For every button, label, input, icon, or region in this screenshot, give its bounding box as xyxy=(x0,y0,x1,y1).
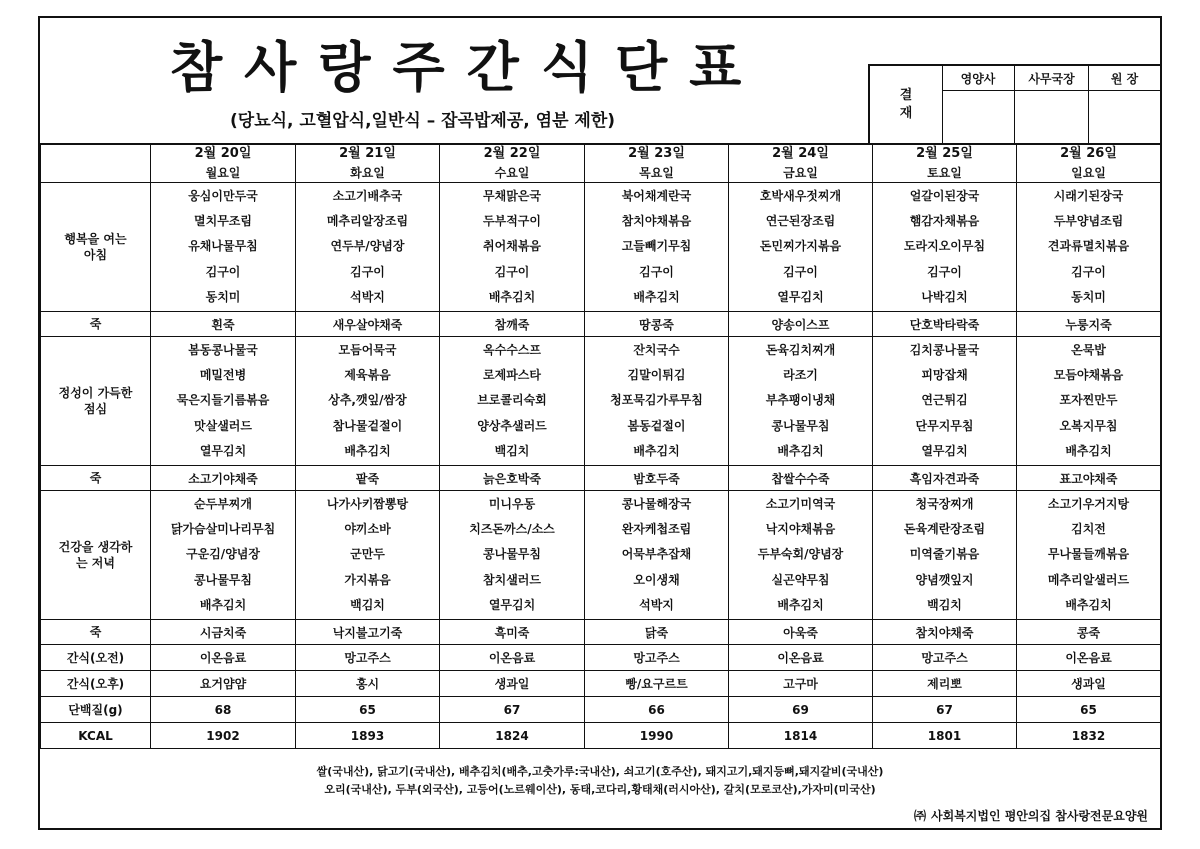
menu-item: 상추,깻잎/쌈장 xyxy=(328,393,407,408)
menu-item: 콩나물무침 xyxy=(771,418,830,433)
porridge1-cell: 땅콩죽 xyxy=(585,312,729,337)
menu-item: 청국장찌개 xyxy=(915,496,974,511)
menu-item: 열무김치 xyxy=(488,598,536,613)
kcal-row xyxy=(41,723,1161,749)
row-label-line: 죽 xyxy=(89,625,102,639)
menu-item: 온묵밥 xyxy=(1071,342,1106,357)
menu-item: 어묵부추잡채 xyxy=(621,547,692,562)
protein-cell: 69 xyxy=(729,697,873,723)
menu-item: 김말이튀김 xyxy=(627,367,686,382)
menu-item: 가지볶음 xyxy=(344,572,391,587)
snack_pm-cell: 빵/요구르트 xyxy=(585,671,729,697)
menu-item: 콩나물해장국 xyxy=(621,496,692,511)
row-label-line: KCAL xyxy=(78,728,113,743)
approval-label-text xyxy=(900,87,913,123)
menu-item: 포자찐만두 xyxy=(1059,393,1118,408)
row-label-line: 행복을 여는 xyxy=(64,232,127,246)
menu-item: 맛살샐러드 xyxy=(194,418,252,433)
lunch-cell xyxy=(729,337,873,466)
day-header xyxy=(151,144,296,183)
menu-sheet xyxy=(38,16,1162,830)
menu-item: 김구이 xyxy=(927,264,962,279)
day-date: 2월 22일 xyxy=(483,146,541,161)
origin-line: 오리(국내산), 두부(외국산), 고등어(노르웨이산), 동태,코다리,황태채(러시아산), 갈치(모로코산),가자미(미국산) xyxy=(324,783,876,796)
approval-label-line: 결 xyxy=(899,87,913,103)
dinner-cell xyxy=(296,491,440,620)
kcal-cell: 1990 xyxy=(585,723,729,749)
menu-item: 열무김치 xyxy=(199,444,247,459)
protein-cell: 68 xyxy=(151,697,296,723)
menu-item: 양상추샐러드 xyxy=(477,418,547,433)
porridge3-cell: 아욱죽 xyxy=(729,620,873,645)
menu-item: 순두부찌개 xyxy=(194,496,252,511)
menu-item: 단무지무침 xyxy=(915,418,974,433)
menu-item: 소고기미역국 xyxy=(765,496,836,511)
menu-item: 열무김치 xyxy=(921,444,968,459)
lunch-cell xyxy=(440,337,585,466)
protein-cell: 66 xyxy=(585,697,729,723)
menu-item: 묵은지들기름볶음 xyxy=(176,393,270,408)
menu-item: 야끼소바 xyxy=(344,521,391,536)
menu-item: 두부숙회/양념장 xyxy=(757,547,844,562)
corner-cell xyxy=(41,144,151,183)
menu-item: 김치콩나물국 xyxy=(909,342,980,357)
snack_am-cell: 망고주스 xyxy=(296,645,440,671)
porridge2-cell: 소고기야채죽 xyxy=(151,466,296,491)
snack_am-cell: 이온음료 xyxy=(440,645,585,671)
kcal-cell: 1902 xyxy=(151,723,296,749)
menu-item: 김구이 xyxy=(783,264,818,279)
snack_am-cell: 망고주스 xyxy=(585,645,729,671)
menu-item: 호박새우젓찌개 xyxy=(759,188,842,203)
menu-item: 동치미 xyxy=(205,290,241,305)
row-label-line: 단백질(g) xyxy=(68,702,123,717)
approval-label-line: 재 xyxy=(899,105,913,121)
menu-item: 메추리알샐러드 xyxy=(1047,572,1130,587)
menu-item: 유채나물무침 xyxy=(188,239,258,254)
day-weekday: 수요일 xyxy=(494,166,530,180)
snack_pm-cell: 제리뽀 xyxy=(873,671,1017,697)
menu-item: 낙지야채볶음 xyxy=(765,521,836,536)
menu-item: 모듬어묵국 xyxy=(338,342,397,357)
menu-item: 돈육계란장조림 xyxy=(903,521,986,536)
breakfast-cell xyxy=(440,183,585,312)
menu-item: 고들빼기무침 xyxy=(621,239,692,254)
day-weekday: 금요일 xyxy=(783,166,818,180)
porridge1-cell: 양송이스프 xyxy=(729,312,873,337)
menu-item: 브로콜리숙회 xyxy=(477,393,547,408)
breakfast-label xyxy=(41,183,151,312)
breakfast-cell xyxy=(151,183,296,312)
porridge2-row xyxy=(41,466,1161,491)
menu-item: 메밀전병 xyxy=(199,367,247,382)
breakfast-cell xyxy=(873,183,1017,312)
dinner-cell xyxy=(1017,491,1161,620)
approval-role: 영양사 xyxy=(942,66,1014,91)
menu-item: 돈육김치찌개 xyxy=(765,342,836,357)
kcal-cell: 1832 xyxy=(1017,723,1161,749)
snack_pm-cell: 생과일 xyxy=(440,671,585,697)
snack_am-cell: 이온음료 xyxy=(151,645,296,671)
kcal-cell: 1893 xyxy=(296,723,440,749)
row-label-line: 정성이 가득한 xyxy=(58,386,133,400)
organization-mark: ㈜ xyxy=(913,809,926,823)
breakfast-row xyxy=(41,183,1161,312)
menu-item: 두부양념조림 xyxy=(1053,213,1124,228)
day-weekday: 토요일 xyxy=(927,166,962,180)
porridge3-cell: 참치야채죽 xyxy=(873,620,1017,645)
dinner-cell xyxy=(873,491,1017,620)
menu-item: 김구이 xyxy=(1071,264,1106,279)
menu-item: 견과류멸치볶음 xyxy=(1047,239,1130,254)
menu-item: 햄감자채볶음 xyxy=(909,213,980,228)
porridge3-cell: 콩죽 xyxy=(1017,620,1161,645)
menu-item: 옥수수스프 xyxy=(483,342,541,357)
porridge3-cell: 닭죽 xyxy=(585,620,729,645)
menu-item: 멸치무조림 xyxy=(194,213,252,228)
approval-box xyxy=(868,64,1160,143)
menu-item: 소고기배추국 xyxy=(332,188,403,203)
menu-item: 오복지무침 xyxy=(1059,418,1118,433)
lunch-label xyxy=(41,337,151,466)
lunch-row xyxy=(41,337,1161,466)
porridge1-cell: 누룽지죽 xyxy=(1017,312,1161,337)
menu-item: 완자케첩조림 xyxy=(621,521,692,536)
lunch-cell xyxy=(1017,337,1161,466)
menu-item: 배추김치 xyxy=(633,290,680,305)
porridge1-cell: 새우살야채죽 xyxy=(296,312,440,337)
menu-item: 배추김치 xyxy=(1065,444,1112,459)
organization-label: 사회복지법인 평안의집 참사랑전문요양원 xyxy=(930,809,1148,823)
menu-item: 모듬야채볶음 xyxy=(1053,367,1124,382)
menu-item: 배추김치 xyxy=(777,598,824,613)
menu-item: 제육볶음 xyxy=(344,367,391,382)
approval-col-director xyxy=(1089,66,1160,143)
day-header-row xyxy=(41,144,1161,183)
menu-item: 배추김치 xyxy=(488,290,536,305)
menu-item: 참나물겉절이 xyxy=(332,418,403,433)
kcal-label xyxy=(41,723,151,749)
breakfast-cell xyxy=(585,183,729,312)
day-date: 2월 25일 xyxy=(916,146,973,161)
menu-item: 치즈돈까스/소스 xyxy=(469,521,555,536)
porridge2-label xyxy=(41,466,151,491)
menu-item: 두부적구이 xyxy=(483,213,541,228)
day-date: 2월 24일 xyxy=(772,146,829,161)
row-label-line: 죽 xyxy=(89,317,102,331)
protein-cell: 65 xyxy=(1017,697,1161,723)
menu-item: 김구이 xyxy=(494,264,530,279)
menu-item: 배추김치 xyxy=(633,444,680,459)
porridge2-cell: 밤호두죽 xyxy=(585,466,729,491)
snack_pm-cell: 홍시 xyxy=(296,671,440,697)
menu-item: 연근된장조림 xyxy=(765,213,836,228)
porridge1-label xyxy=(41,312,151,337)
approval-role: 사무국장 xyxy=(1015,66,1088,91)
day-weekday: 월요일 xyxy=(205,166,241,180)
menu-item: 청포묵김가루무침 xyxy=(610,393,703,408)
approval-label xyxy=(870,66,943,143)
lunch-cell xyxy=(296,337,440,466)
menu-item: 나가사키짬뽕탕 xyxy=(326,496,409,511)
menu-item: 석박지 xyxy=(350,290,385,305)
menu-item: 무채맑은국 xyxy=(483,188,541,203)
menu-item: 돈민찌가지볶음 xyxy=(759,239,842,254)
menu-item: 김치전 xyxy=(1071,521,1106,536)
menu-item: 동치미 xyxy=(1071,290,1106,305)
menu-item: 미니우동 xyxy=(488,496,536,511)
menu-item: 메추리알장조림 xyxy=(326,213,409,228)
menu-item: 배추김치 xyxy=(1065,598,1112,613)
menu-item: 백김치 xyxy=(350,598,385,613)
menu-item: 무나물들깨볶음 xyxy=(1047,547,1130,562)
menu-item: 소고기우거지탕 xyxy=(1047,496,1130,511)
breakfast-cell xyxy=(1017,183,1161,312)
menu-item: 취어채볶음 xyxy=(483,239,541,254)
row-label-line: 점심 xyxy=(83,402,108,416)
sheet-header xyxy=(40,18,1160,145)
porridge3-cell: 낙지불고기죽 xyxy=(296,620,440,645)
menu-item: 백김치 xyxy=(927,598,962,613)
dinner-cell xyxy=(585,491,729,620)
menu-item: 로제파스타 xyxy=(483,367,541,382)
menu-item: 피망잡채 xyxy=(921,367,968,382)
porridge1-cell: 참깨죽 xyxy=(440,312,585,337)
snack_pm-label xyxy=(41,671,151,697)
menu-item: 김구이 xyxy=(639,264,674,279)
menu-item: 라조기 xyxy=(783,367,818,382)
snack_am-label xyxy=(41,645,151,671)
row-label-line: 아침 xyxy=(83,248,108,262)
porridge3-row xyxy=(41,620,1161,645)
menu-item: 닭가슴살미나리무침 xyxy=(170,521,276,536)
snack_pm-row xyxy=(41,671,1161,697)
snack_am-cell: 이온음료 xyxy=(1017,645,1161,671)
day-date: 2월 20일 xyxy=(194,146,252,161)
page-title: 참사랑주간식단표 xyxy=(170,36,764,99)
protein-cell: 67 xyxy=(440,697,585,723)
menu-item: 봄동콩나물국 xyxy=(188,342,258,357)
row-label-line: 건강을 생각하 xyxy=(58,540,133,554)
protein-row xyxy=(41,697,1161,723)
menu-item: 도라지오이무침 xyxy=(903,239,986,254)
porridge1-cell: 흰죽 xyxy=(151,312,296,337)
day-header xyxy=(729,144,873,183)
menu-item: 콩나물무침 xyxy=(483,547,541,562)
day-weekday: 화요일 xyxy=(350,166,385,180)
day-date: 2월 26일 xyxy=(1060,146,1117,161)
row-label-line: 간식(오전) xyxy=(66,650,125,665)
porridge2-cell: 흑임자견과죽 xyxy=(873,466,1017,491)
menu-item: 웅심이만두국 xyxy=(188,188,258,203)
dinner-row xyxy=(41,491,1161,620)
porridge3-cell: 시금치죽 xyxy=(151,620,296,645)
menu-item: 얼갈이된장국 xyxy=(909,188,980,203)
porridge3-cell: 흑미죽 xyxy=(440,620,585,645)
page-subtitle: (당뇨식, 고혈압식,일반식 – 잡곡밥제공, 염분 제한) xyxy=(230,111,616,131)
menu-item: 백김치 xyxy=(494,444,530,459)
menu-item: 봄동겉절이 xyxy=(627,418,686,433)
day-date: 2월 21일 xyxy=(339,146,396,161)
menu-item: 양념깻잎지 xyxy=(915,572,974,587)
approval-col-office-director xyxy=(1015,66,1089,143)
day-header xyxy=(873,144,1017,183)
protein-cell: 65 xyxy=(296,697,440,723)
day-header xyxy=(585,144,729,183)
row-label-line: 간식(오후) xyxy=(66,676,125,691)
lunch-cell xyxy=(873,337,1017,466)
day-date: 2월 23일 xyxy=(628,146,685,161)
menu-item: 연근튀김 xyxy=(921,393,968,408)
dinner-cell xyxy=(729,491,873,620)
protein-label xyxy=(41,697,151,723)
menu-item: 석박지 xyxy=(639,598,674,613)
row-label-line: 는 저녁 xyxy=(76,556,115,570)
kcal-cell: 1824 xyxy=(440,723,585,749)
menu-item: 열무김치 xyxy=(777,290,824,305)
day-weekday: 일요일 xyxy=(1071,166,1106,180)
snack_am-row xyxy=(41,645,1161,671)
menu-item: 나박김치 xyxy=(921,290,968,305)
protein-cell: 67 xyxy=(873,697,1017,723)
porridge2-cell: 표고야채죽 xyxy=(1017,466,1161,491)
porridge2-cell: 늙은호박죽 xyxy=(440,466,585,491)
menu-item: 배추김치 xyxy=(344,444,391,459)
origin-footer xyxy=(40,751,1160,828)
menu-item: 배추김치 xyxy=(199,598,247,613)
organization-name xyxy=(913,807,1148,824)
kcal-cell: 1814 xyxy=(729,723,873,749)
menu-item: 참치샐러드 xyxy=(483,572,541,587)
menu-item: 오이생채 xyxy=(633,572,680,587)
lunch-cell xyxy=(151,337,296,466)
menu-item: 미역줄기볶음 xyxy=(909,547,980,562)
menu-item: 구운김/양념장 xyxy=(186,547,260,562)
origin-line: 쌀(국내산), 닭고기(국내산), 배추김치(배추,고춧가루:국내산), 쇠고기(호주산), 돼지고기,돼지등뼈,돼지갈비(국내산) xyxy=(316,765,884,778)
dinner-cell xyxy=(440,491,585,620)
menu-item: 콩나물무침 xyxy=(194,572,252,587)
approval-col-dietitian xyxy=(942,66,1015,143)
menu-item: 실곤약무침 xyxy=(771,572,830,587)
dinner-label xyxy=(41,491,151,620)
porridge2-cell: 팥죽 xyxy=(296,466,440,491)
porridge1-row xyxy=(41,312,1161,337)
day-weekday: 목요일 xyxy=(639,166,674,180)
approval-role: 원 장 xyxy=(1089,66,1160,91)
menu-item: 김구이 xyxy=(205,264,241,279)
porridge2-cell: 찹쌀수수죽 xyxy=(729,466,873,491)
lunch-cell xyxy=(585,337,729,466)
menu-item: 참치야채볶음 xyxy=(621,213,692,228)
kcal-cell: 1801 xyxy=(873,723,1017,749)
menu-item: 북어채계란국 xyxy=(621,188,692,203)
menu-item: 군만두 xyxy=(350,547,385,562)
menu-item: 배추김치 xyxy=(777,444,824,459)
snack_am-cell: 망고주스 xyxy=(873,645,1017,671)
day-header xyxy=(440,144,585,183)
breakfast-cell xyxy=(729,183,873,312)
porridge1-cell: 단호박타락죽 xyxy=(873,312,1017,337)
snack_pm-cell: 고구마 xyxy=(729,671,873,697)
menu-item: 시래기된장국 xyxy=(1053,188,1124,203)
breakfast-cell xyxy=(296,183,440,312)
menu-item: 김구이 xyxy=(350,264,385,279)
snack_pm-cell: 생과일 xyxy=(1017,671,1161,697)
menu-item: 부추팽이냉채 xyxy=(765,393,836,408)
porridge3-label xyxy=(41,620,151,645)
day-header xyxy=(296,144,440,183)
menu-table xyxy=(40,143,1161,749)
row-label-line: 죽 xyxy=(89,471,102,485)
day-header xyxy=(1017,144,1161,183)
menu-item: 연두부/양념장 xyxy=(330,239,405,254)
snack_am-cell: 이온음료 xyxy=(729,645,873,671)
dinner-cell xyxy=(151,491,296,620)
menu-item: 잔치국수 xyxy=(633,342,680,357)
snack_pm-cell: 요거얌얌 xyxy=(151,671,296,697)
